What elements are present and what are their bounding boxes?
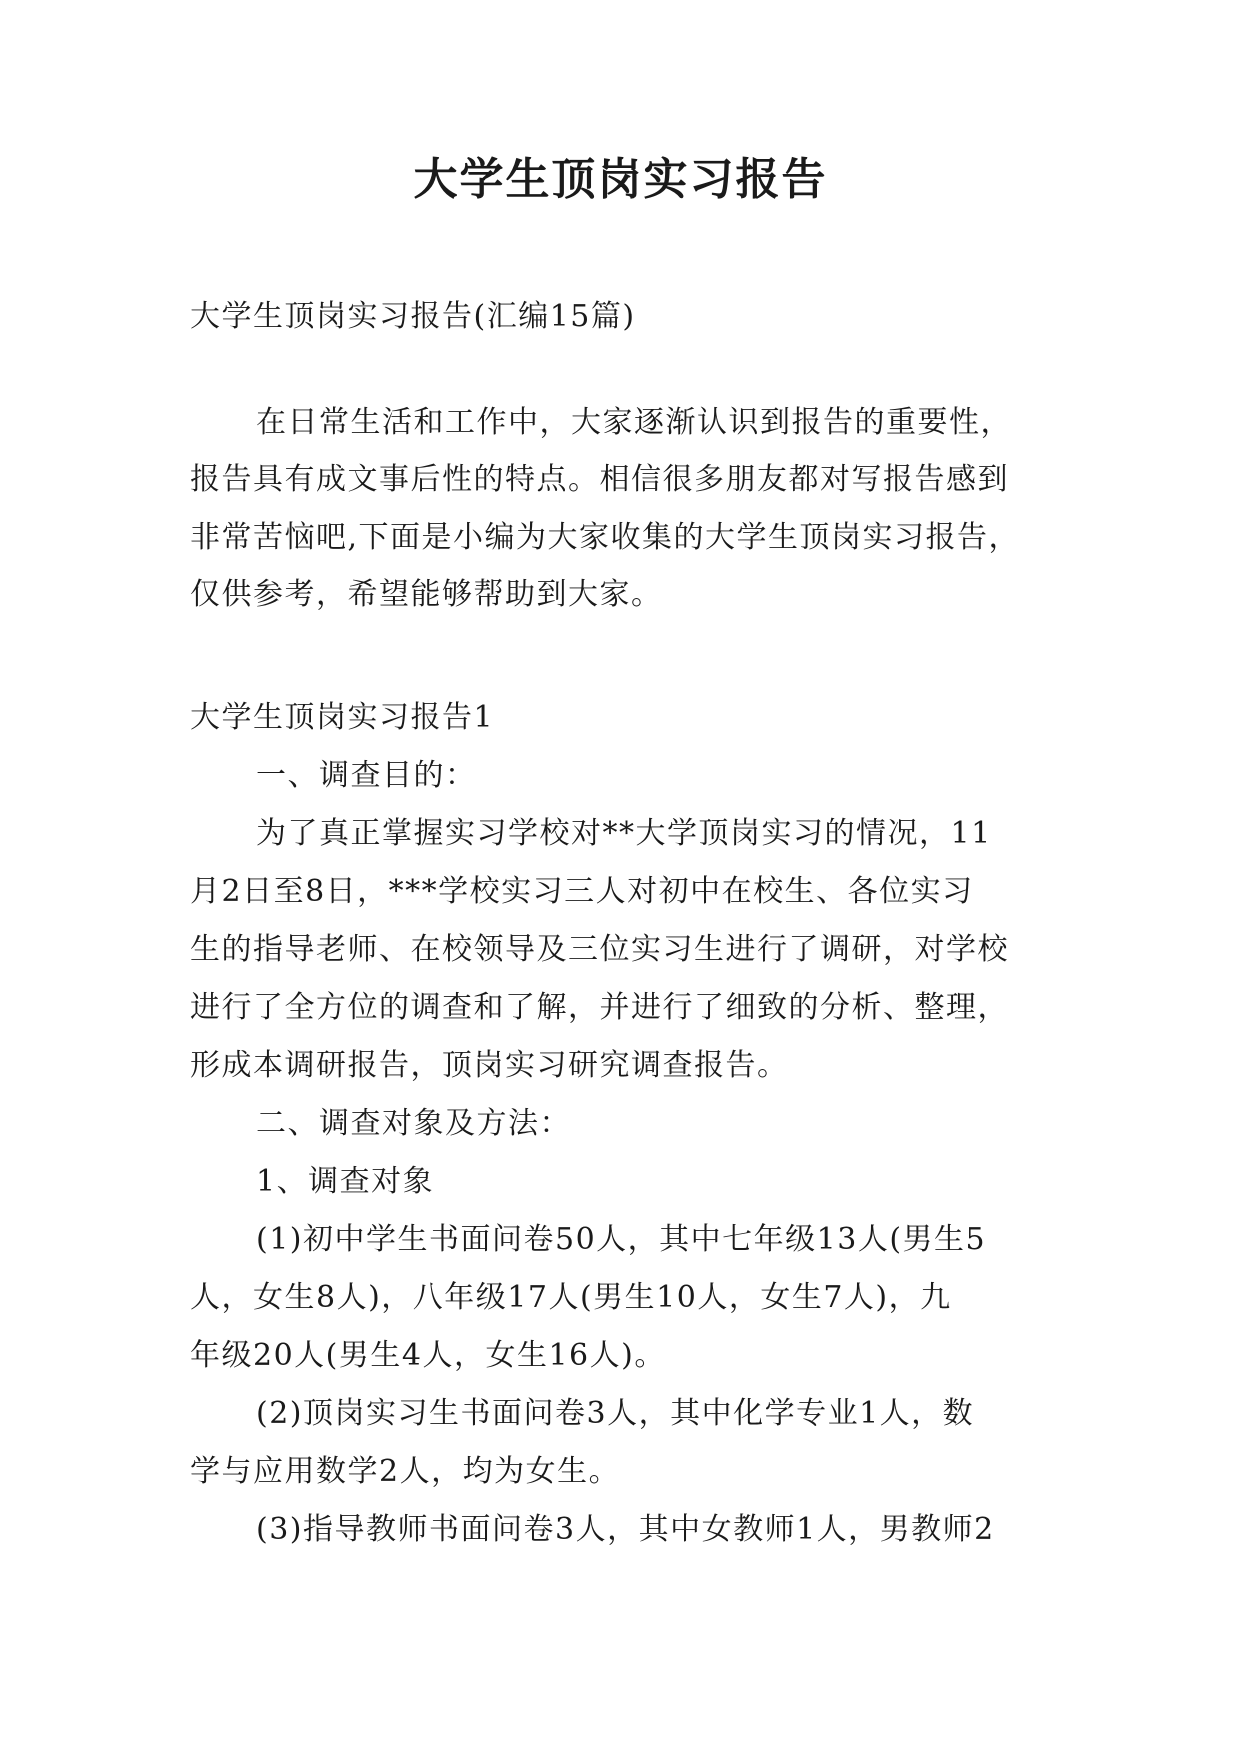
- body-line: 人，女生8人)，八年级17人(男生10人，女生7人)，九: [190, 1280, 952, 1315]
- body-line: 月2日至8日，***学校实习三人对初中在校生、各位实习: [190, 874, 974, 909]
- body-line: 二、调查对象及方法：: [256, 1106, 571, 1141]
- body-line: (3)指导教师书面问卷3人，其中女教师1人，男教师2: [256, 1512, 995, 1547]
- document-title: 大学生顶岗实习报告: [413, 154, 828, 205]
- intro-line: 仅供参考，希望能够帮助到大家。: [190, 577, 663, 612]
- body-line: 进行了全方位的调查和了解，并进行了细致的分析、整理，: [190, 990, 1009, 1025]
- body-line: 一、调查目的：: [256, 758, 477, 793]
- body-line: 生的指导老师、在校领导及三位实习生进行了调研，对学校: [190, 932, 1009, 967]
- intro-line: 报告具有成文事后性的特点。相信很多朋友都对写报告感到: [190, 462, 1009, 497]
- body-line: (2)顶岗实习生书面问卷3人，其中化学专业1人，数: [256, 1396, 975, 1431]
- body-line: 形成本调研报告，顶岗实习研究调查报告。: [190, 1048, 789, 1083]
- body-line: (1)初中学生书面问卷50人，其中七年级13人(男生5: [256, 1222, 987, 1257]
- body-line: 学与应用数学2人，均为女生。: [190, 1454, 621, 1489]
- body-line: 为了真正掌握实习学校对**大学顶岗实习的情况，11: [256, 816, 992, 851]
- body-line: 年级20人(男生4人，女生16人)。: [190, 1338, 666, 1373]
- intro-line: 非常苦恼吧,下面是小编为大家收集的大学生顶岗实习报告，: [190, 520, 1021, 555]
- body-line: 1、调查对象: [256, 1164, 435, 1199]
- section-heading: 大学生顶岗实习报告1: [190, 700, 495, 735]
- document-subtitle: 大学生顶岗实习报告(汇编15篇): [190, 299, 636, 334]
- intro-line: 在日常生活和工作中，大家逐渐认识到报告的重要性，: [256, 405, 1012, 440]
